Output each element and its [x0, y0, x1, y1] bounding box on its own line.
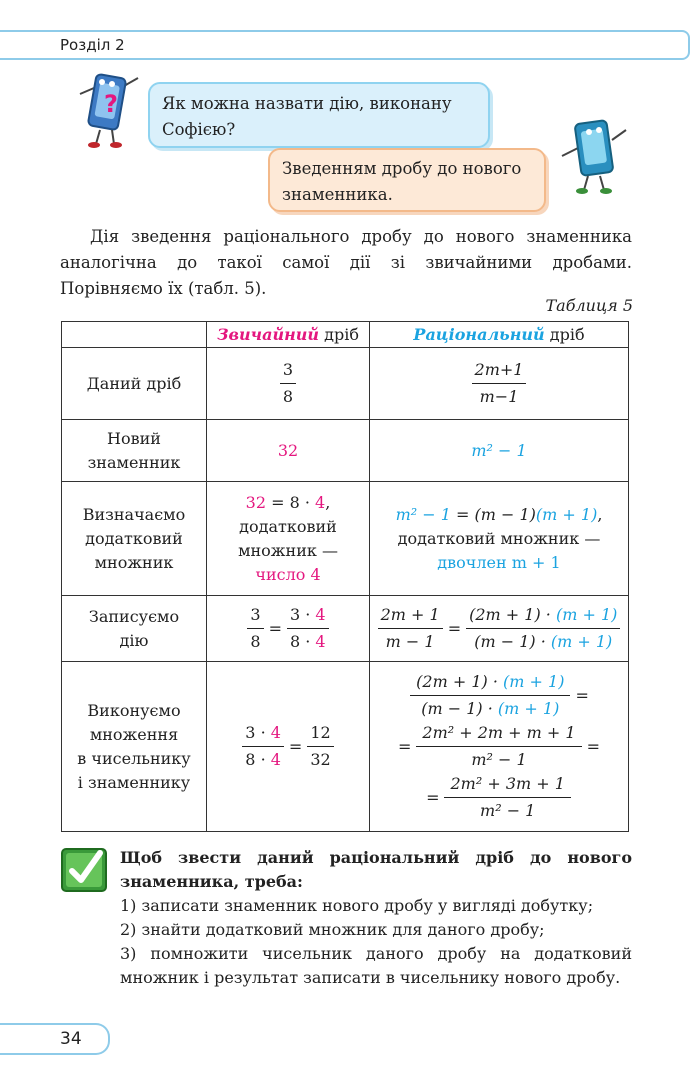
rational-write-expression: $\frac{2m + 1}{m - 1}$ = $\frac{(2m + 1) \cdot (m + 1)}{(m - 1) \cdot (m + 1)}$ [370, 596, 629, 662]
comparison-table [61, 321, 629, 832]
page-footer [0, 1023, 110, 1055]
common-multiply-expression: $\frac{3 \cdot 4}{8 \cdot 4}$ = $\frac{12}{32}$ [207, 662, 370, 832]
intro-paragraph: Дія зведення раціонального дробу до нового знаменника аналогічна до такої самої дії зі звичайними дробами. Порівняємо їх (табл. 5). [60, 227, 632, 298]
table-row-given [62, 348, 629, 420]
table-row-new-denominator [62, 420, 629, 482]
row-label: Виконуємо множення в чисельнику і знаменнику [62, 662, 207, 832]
common-write-expression: $\frac{3}{8}$ = $\frac{3 \cdot 4}{8 \cdot 4}$ [207, 596, 370, 662]
table-row-multiply [62, 662, 629, 832]
rational-factor: m² − 1 = (m − 1)(m + 1), додатковий множник — двочлен m + 1 [370, 482, 629, 596]
rule-step: 3) помножити чисельник даного дробу на додатковий множник і результат записати в чисельнику нового дробу. [120, 944, 632, 987]
common-given-fraction: $\frac{3}{8}$ [207, 348, 370, 420]
table-row-write [62, 596, 629, 662]
row-label: Новий знаменник [62, 420, 207, 482]
section-header [0, 30, 690, 60]
table-caption: Таблиця 5 [545, 296, 633, 315]
page-number: 34 [60, 1029, 82, 1049]
rule-title: Щоб звести даний раціональний дріб до нового знаменника, треба: [120, 848, 632, 891]
rational-new-denominator: m² − 1 [370, 420, 629, 482]
row-label: Визначаємо додатковий множник [62, 482, 207, 596]
header-common: Звичайний дріб [207, 322, 370, 348]
common-factor: 32 = 8 · 4, додатковий множник — число 4 [207, 482, 370, 596]
header-rational: Раціональний дріб [370, 322, 629, 348]
robot-answer-icon [560, 118, 632, 196]
rule-step: 1) записати знаменник нового дробу у вигляді добутку; [120, 896, 594, 915]
header-empty-cell [62, 322, 207, 348]
rule-step: 2) знайти додатковий множник для даного дробу; [120, 920, 545, 939]
rule-block [120, 846, 632, 990]
row-label: Записуємо дію [62, 596, 207, 662]
question-bubble: Як можна назвати дію, виконану Софією? [148, 82, 490, 148]
table-header-row [62, 322, 629, 348]
checkmark-icon [60, 845, 110, 893]
rational-multiply-expression: $\frac{(2m + 1) \cdot (m + 1)}{(m - 1) \cdot (m + 1)}$ = = $\frac{\text{2m² + 2m + m + 1}}{\text{m² − 1}}$ = = $\frac{\text{2m² + 3m + 1}}{\text{m² − 1}}$ [370, 662, 629, 832]
table-row-factor [62, 482, 629, 596]
section-title: Розділ 2 [60, 36, 125, 54]
robot-question-icon [74, 70, 146, 150]
common-new-denominator: 32 [207, 420, 370, 482]
row-label: Даний дріб [62, 348, 207, 420]
answer-bubble: Зведенням дробу до нового знаменника. [268, 148, 546, 212]
rational-given-fraction: $\frac{2m+1}{m-1}$ [370, 348, 629, 420]
svg-text:?: ? [104, 90, 118, 118]
